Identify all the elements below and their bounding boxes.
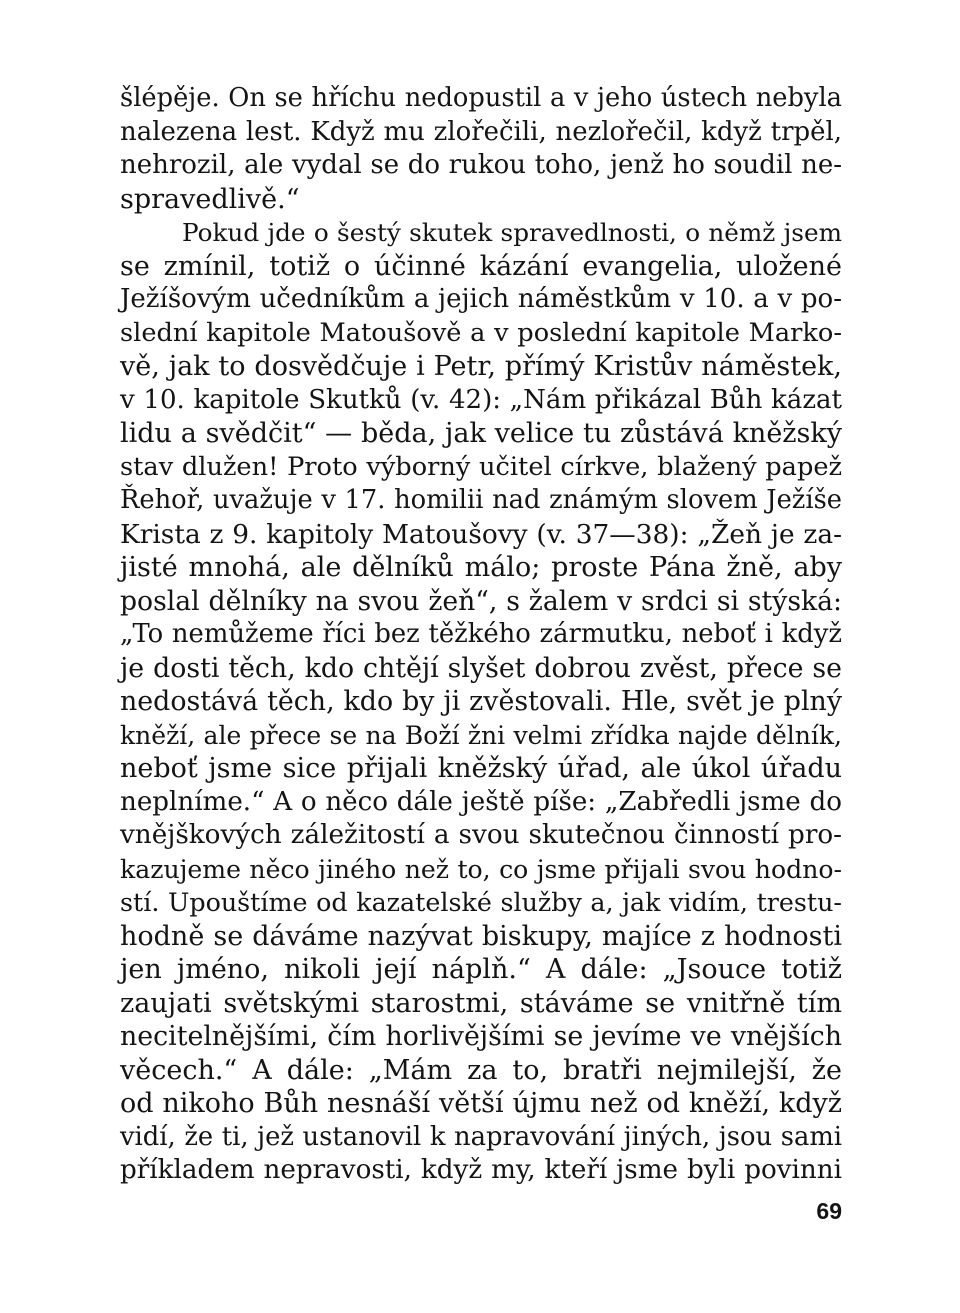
text-line: necitelnějšími, čím horlivějšími se jevíme ve vnějších	[120, 1021, 842, 1052]
text-line: Krista z 9. kapitoly Matoušovy (v. 37—38): „Žeň je za-	[120, 518, 842, 550]
text-line: se zmínil, totiž o účinné kázání evangelia, uložené	[120, 250, 842, 282]
text-line: jisté mnohá, ale dělníků málo; proste Pána žně, aby	[120, 552, 842, 583]
text-line: jen jméno, nikoli její náplň.“ A dále: „Jsouce totiž	[120, 954, 842, 985]
text-line: stav dlužen! Proto výborný učitel církve, blažený papež	[120, 451, 842, 482]
text-line: neboť jsme sice přijali kněžský úřad, ale úkol úřadu	[120, 753, 842, 784]
text-line: spravedlivě.“	[120, 183, 300, 215]
text-line: poslal dělníky na svou žeň“, s žalem v srdci si stýská:	[120, 585, 842, 617]
paragraph-start-line: Pokud jde o šestý skutek spravedlnosti, o němž jsem	[182, 218, 842, 247]
text-line: příkladem nepravosti, když my, kteří jsme byli povinni	[120, 1155, 842, 1185]
text-line: nedostává těch, kdo by ji zvěstovali. Hle, svět je plný	[120, 686, 842, 717]
text-line: vnějškových záležitostí a svou skutečnou činností pro-	[120, 820, 842, 850]
text-line: od nikoho Bůh nesnáší větší újmu než od kněží, když	[120, 1088, 842, 1119]
text-line: stí. Upouštíme od kazatelské služby a, jak vidím, trestu-	[120, 887, 842, 917]
text-line: slední kapitole Matoušově a v poslední kapitole Marko-	[120, 317, 842, 348]
text-line: je dosti těch, kdo chtějí slyšet dobrou zvěst, přece se	[120, 652, 842, 684]
text-line: věcech.“ A dále: „Mám za to, bratři nejmilejší, že	[120, 1054, 842, 1086]
text-line: „To nemůžeme říci bez těžkého zármutku, neboť i když	[120, 619, 842, 649]
text-line: Řehoř, uvažuje v 17. homilii nad známým slovem Ježíše	[120, 485, 842, 515]
text-line: hodně se dáváme nazývat biskupy, majíce z hodnosti	[120, 920, 842, 952]
text-line: zaujati světskými starostmi, stáváme se vnitřně tím	[120, 987, 842, 1019]
text-line: v 10. kapitole Skutků (v. 42): „Nám přikázal Bůh kázat	[120, 384, 842, 415]
text-line: kněží, ale přece se na Boží žni velmi zřídka najde dělník,	[120, 720, 842, 750]
text-line: vidí, že ti, jež ustanovil k napravování jiných, jsou sami	[120, 1121, 842, 1152]
text-line: neplníme.“ A o něco dále ještě píše: „Zabředli jsme do	[120, 786, 842, 817]
text-line: šlépěje. On se hříchu nedopustil a v jeho ústech nebyla	[120, 83, 842, 113]
body-text	[120, 82, 842, 1188]
text-line: vě, jak to dosvědčuje i Petr, přímý Kristův náměstek,	[120, 351, 842, 382]
text-line: kazujeme něco jiného než to, co jsme přijali svou hodno-	[120, 854, 842, 884]
text-line: nalezena lest. Když mu zlořečili, nezlořečil, když trpěl,	[120, 116, 842, 147]
text-line: lidu a svědčit“ — běda, jak velice tu zůstává kněžský	[120, 418, 842, 449]
page-number: 69	[816, 1198, 842, 1224]
text-line: nehrozil, ale vydal se do rukou toho, jenž ho soudil ne-	[120, 150, 842, 180]
text-line: Ježíšovým učedníkům a jejich náměstkům v 10. a v po-	[120, 284, 842, 314]
